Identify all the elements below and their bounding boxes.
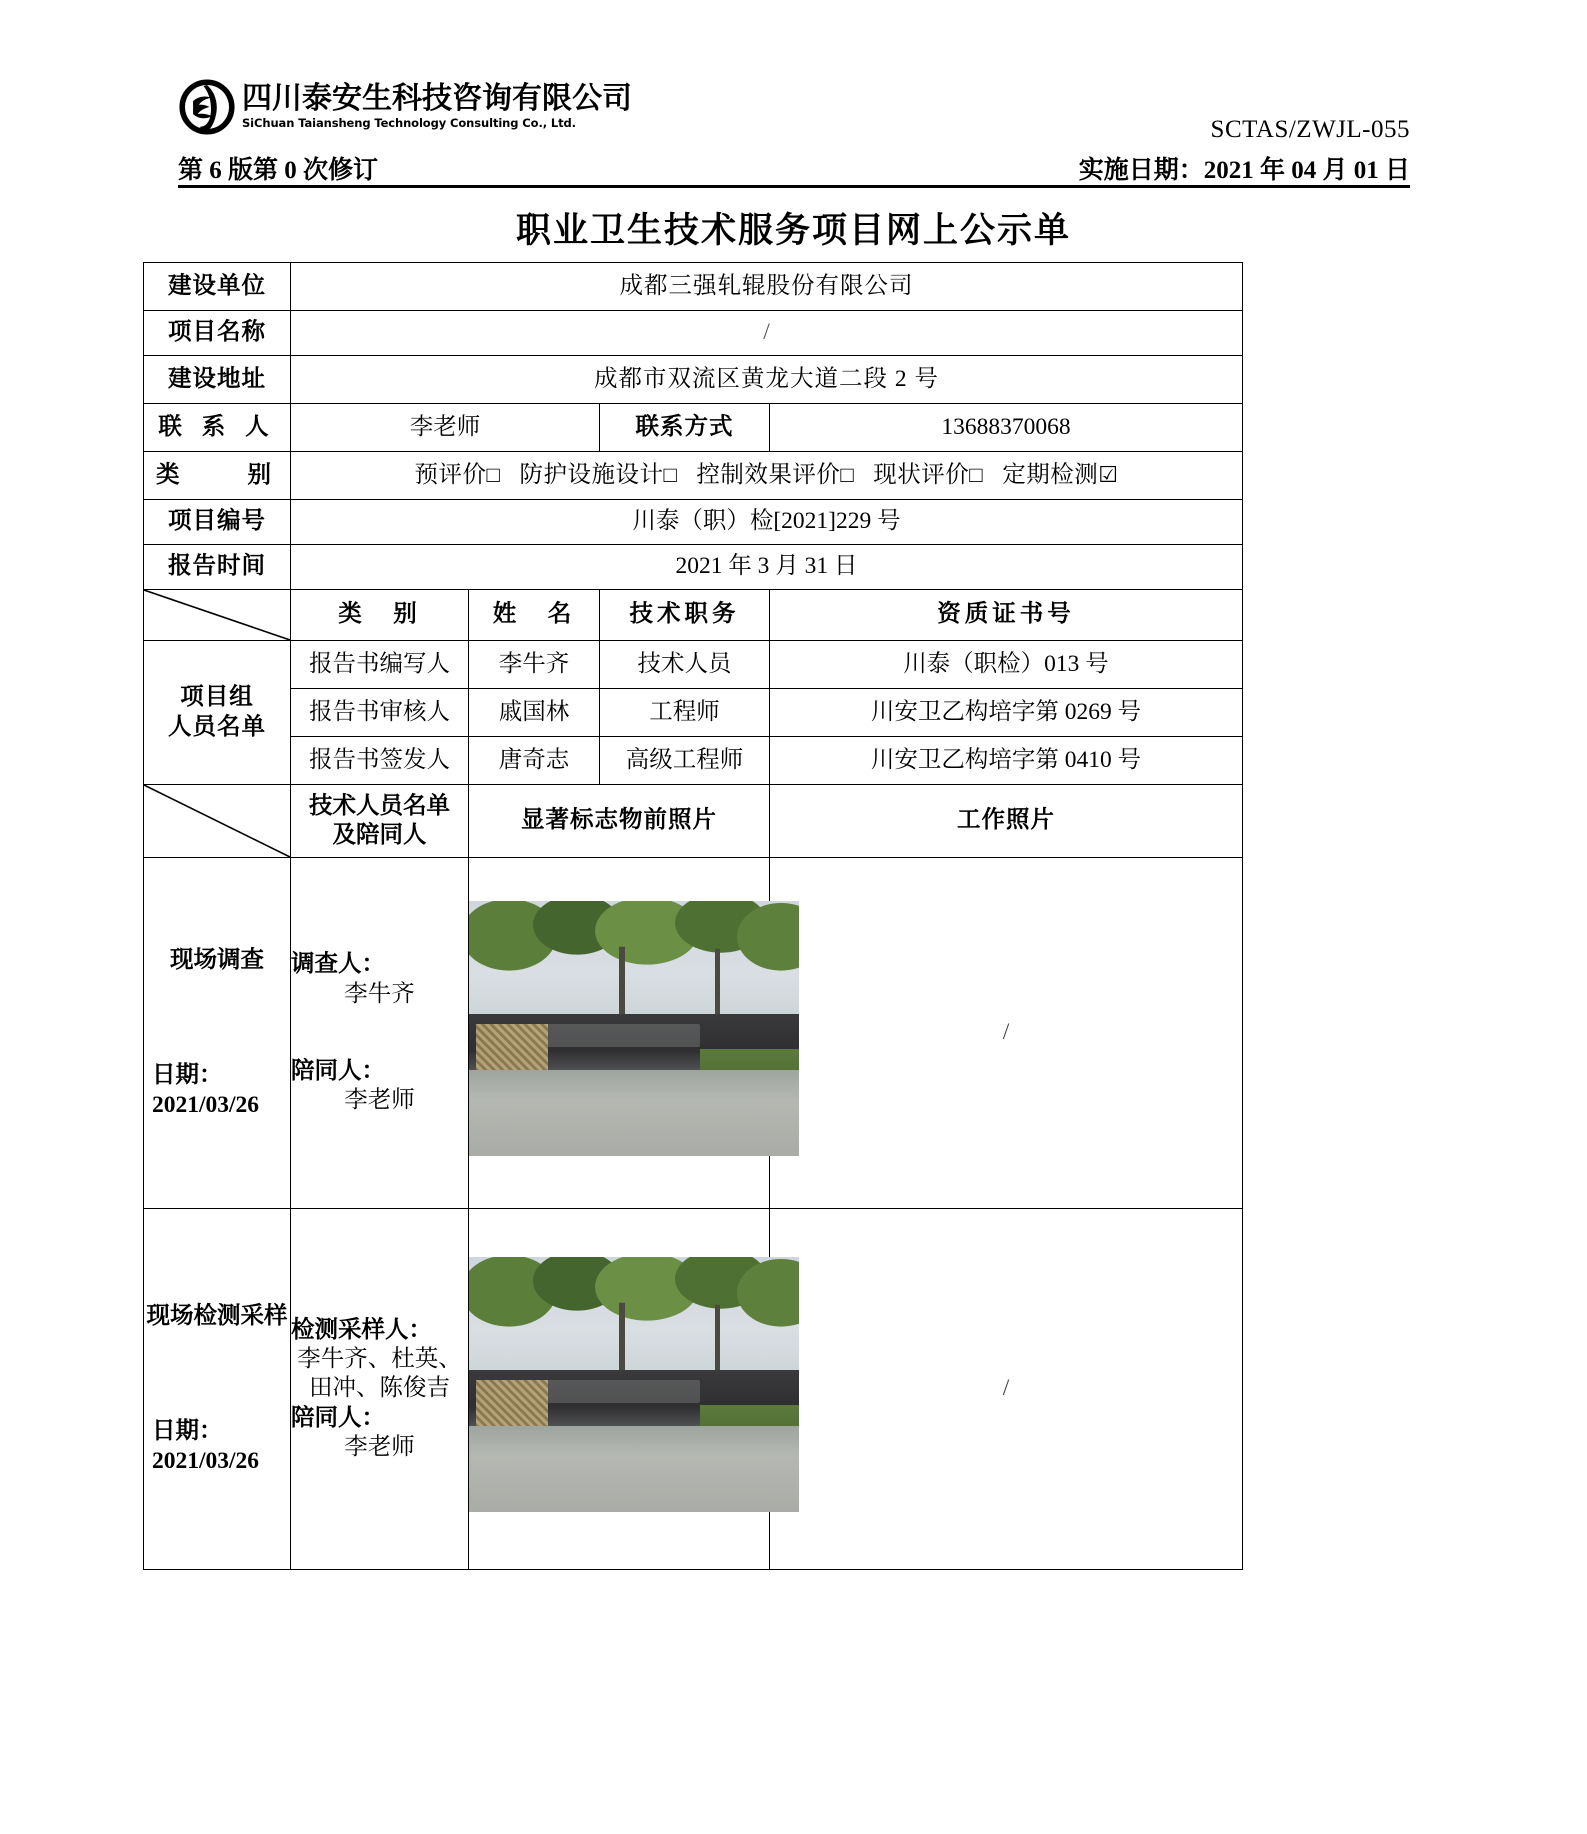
team-member-cert: 川泰（职检）013 号 [770, 641, 1243, 689]
label-project-number: 项目编号 [144, 500, 291, 545]
label-contact-method: 联系方式 [600, 404, 770, 452]
category-option-label: 现状评价 [873, 461, 970, 488]
checkbox-empty-icon[interactable]: □ [969, 461, 984, 487]
value-contact-person: 李老师 [291, 404, 600, 452]
value-project-name: / [291, 311, 1243, 356]
work-photo-sampling: / [770, 1209, 1243, 1570]
category-option-1[interactable] [415, 462, 501, 488]
team-member-category: 报告书签发人 [291, 737, 469, 785]
team-member-category: 报告书审核人 [291, 689, 469, 737]
category-option-spacer [677, 462, 696, 488]
value-contact-method: 13688370068 [770, 404, 1243, 452]
label-report-time: 报告时间 [144, 545, 291, 590]
table-row-construction-address [144, 356, 1243, 404]
work-photo-investigation: / [770, 858, 1243, 1209]
category-option-label: 防护设施设计 [519, 461, 664, 488]
company-logo [178, 78, 632, 136]
staff-role-label: 调查人： [291, 951, 385, 978]
staff-list-site-sampling [291, 1209, 469, 1570]
company-name-cn: 四川泰安生科技咨询有限公司 [242, 81, 632, 117]
table-row-contact [144, 404, 1243, 452]
category-option-spacer [983, 462, 1002, 488]
photo-col-staff-line1: 技术人员名单 [309, 792, 450, 819]
photo-col-staff-line2: 及陪同人 [332, 822, 427, 848]
landmark-photo-cell [469, 1209, 770, 1570]
staff-list-site-investigation [291, 858, 469, 1209]
revision-label: 第 6 版第 0 次修订 [178, 157, 379, 184]
implementation-date: 实施日期：2021 年 04 月 01 日 [1078, 157, 1410, 184]
table-row-site-sampling [144, 1209, 1243, 1570]
header-divider [178, 185, 1410, 188]
category-option-label: 预评价 [414, 461, 487, 488]
category-option-2[interactable] [519, 462, 677, 488]
diagonal-header-cell-team [144, 590, 291, 641]
team-col-post: 技术职务 [600, 590, 770, 641]
category-option-3[interactable] [696, 462, 854, 488]
value-report-time: 2021 年 3 月 31 日 [291, 545, 1243, 590]
value-construction-unit: 成都三强轧辊股份有限公司 [291, 263, 1243, 311]
accompany-role-names: 李老师 [344, 1434, 415, 1461]
stage-date-label: 日期： [152, 1062, 223, 1089]
photo-col-staff [291, 785, 469, 858]
label-construction-unit: 建设单位 [144, 263, 291, 311]
photo-col-work: 工作照片 [770, 785, 1243, 858]
category-option-label: 定期检测 [1002, 461, 1099, 488]
team-member-cert: 川安卫乙构培字第 0269 号 [770, 689, 1243, 737]
taiansheng-logo-icon [178, 78, 236, 136]
value-project-number: 川泰（职）检[2021]229 号 [291, 500, 1243, 545]
stage-site-sampling [144, 1209, 291, 1570]
label-project-name: 项目名称 [144, 311, 291, 356]
value-construction-address: 成都市双流区黄龙大道二段 2 号 [291, 356, 1243, 404]
table-row-construction-unit [144, 263, 1243, 311]
landmark-photo-investigation [469, 901, 799, 1156]
diagonal-header-cell-photo [144, 785, 291, 858]
table-row-category [144, 452, 1243, 500]
company-name-en: SiChuan Taiansheng Technology Consulting Co., Ltd. [242, 116, 576, 131]
document-header [178, 78, 1410, 188]
checkbox-empty-icon[interactable]: □ [663, 461, 678, 487]
team-group-label-line1: 项目组 [180, 684, 254, 711]
photo-col-landmark: 显著标志物前照片 [469, 785, 770, 858]
team-col-name: 姓 名 [469, 590, 600, 641]
table-row-team-header [144, 590, 1243, 641]
table-row-site-investigation [144, 858, 1243, 1209]
disclosure-form-table [143, 262, 1243, 1570]
team-member-name: 李牛齐 [469, 641, 600, 689]
category-options [291, 452, 1243, 500]
stage-name: 现场检测采样 [146, 1302, 288, 1329]
category-option-spacer [854, 462, 873, 488]
accompany-role-label: 陪同人： [291, 1058, 385, 1084]
stage-site-investigation [144, 858, 291, 1209]
label-construction-address: 建设地址 [144, 356, 291, 404]
category-option-5[interactable] [1002, 462, 1118, 488]
stage-name: 现场调查 [170, 946, 264, 973]
stage-date-label: 日期： [152, 1418, 223, 1445]
sampling-role-names: 李牛齐、杜英、田冲、陈俊吉 [297, 1345, 462, 1402]
stage-date-value: 2021/03/26 [152, 1091, 260, 1118]
category-option-label: 控制效果评价 [696, 461, 841, 488]
table-row-team-member [144, 737, 1243, 785]
team-member-post: 技术人员 [600, 641, 770, 689]
category-option-spacer [500, 462, 519, 488]
staff-role-names: 李牛齐 [344, 980, 415, 1007]
team-member-name: 戚国林 [469, 689, 600, 737]
category-option-4[interactable] [873, 462, 983, 488]
team-member-cert: 川安卫乙构培字第 0410 号 [770, 737, 1243, 785]
document-code: SCTAS/ZWJL-055 [1210, 116, 1410, 143]
checkbox-empty-icon[interactable]: □ [840, 461, 855, 487]
checkbox-checked-icon[interactable]: ☑ [1098, 461, 1119, 487]
sampling-role-label: 检测采样人： [291, 1316, 432, 1343]
team-group-label-line2: 人员名单 [168, 713, 266, 740]
team-col-cert: 资质证书号 [770, 590, 1243, 641]
stage-date [144, 1061, 290, 1120]
table-row-team-member [144, 641, 1243, 689]
table-row-project-name [144, 311, 1243, 356]
label-category: 类 别 [144, 452, 291, 500]
table-row-photo-header [144, 785, 1243, 858]
landmark-photo-cell [469, 858, 770, 1209]
table-row-team-member [144, 689, 1243, 737]
landmark-photo-sampling [469, 1257, 799, 1512]
page-title: 职业卫生技术服务项目网上公示单 [515, 211, 1071, 250]
team-group-label [144, 641, 291, 785]
team-member-post: 工程师 [600, 689, 770, 737]
team-member-post: 高级工程师 [600, 737, 770, 785]
accompany-role-label: 陪同人： [291, 1404, 385, 1431]
stage-date-value: 2021/03/26 [152, 1447, 260, 1474]
checkbox-empty-icon[interactable]: □ [486, 461, 501, 487]
table-row-report-time [144, 545, 1243, 590]
team-member-category: 报告书编写人 [291, 641, 469, 689]
team-col-category: 类 别 [291, 590, 469, 641]
stage-date [144, 1417, 290, 1476]
team-member-name: 唐奇志 [469, 737, 600, 785]
table-row-project-number [144, 500, 1243, 545]
label-contact-person: 联 系 人 [144, 404, 291, 452]
accompany-role-names: 李老师 [344, 1087, 415, 1114]
